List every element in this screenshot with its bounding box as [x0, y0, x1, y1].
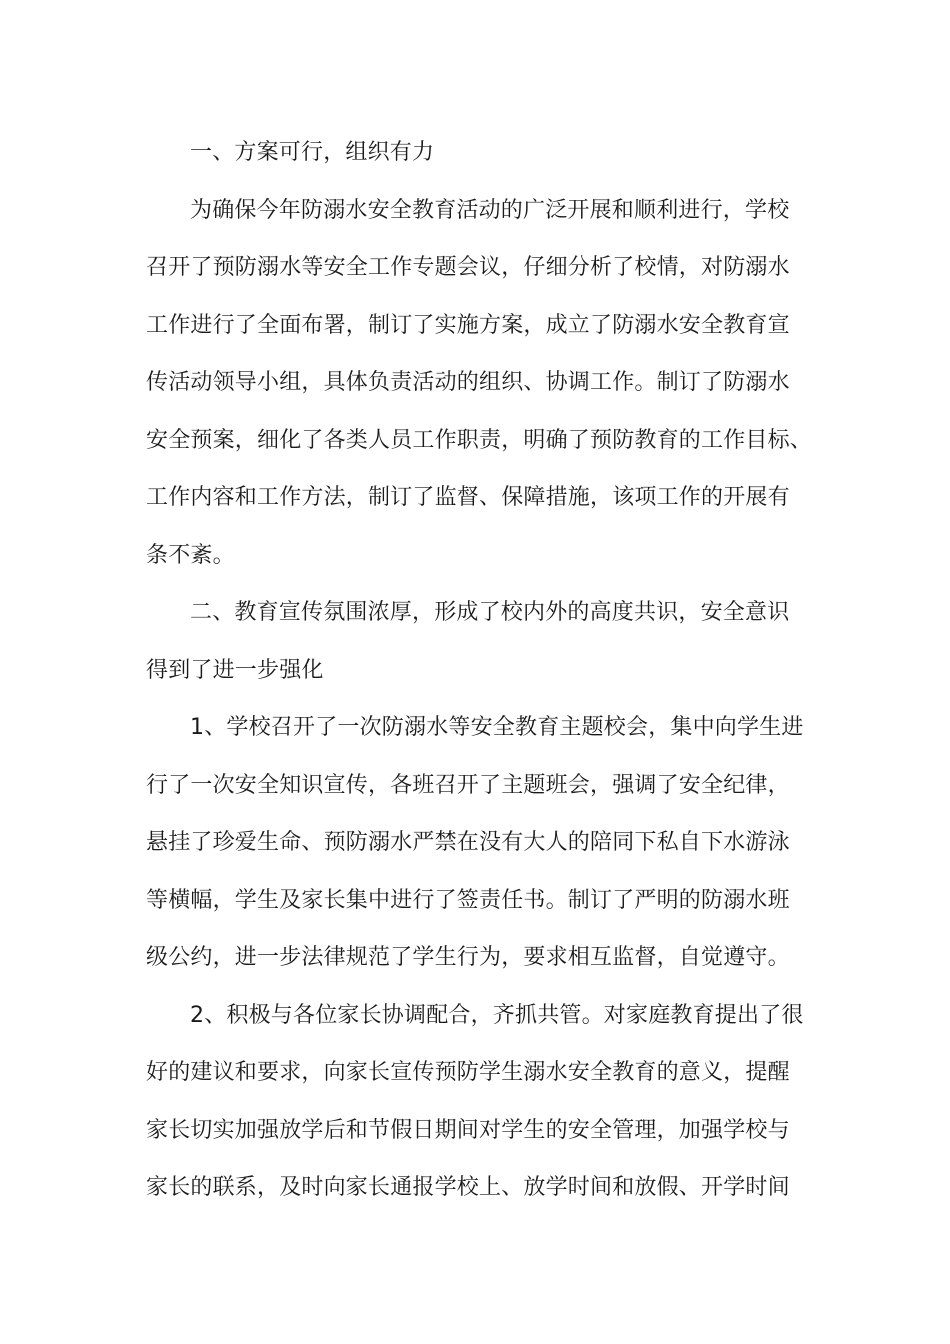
section-heading-2: 二、教育宣传氛围浓厚，形成了校内外的高度共识，安全意识 — [190, 600, 790, 625]
paragraph-line: 行了一次安全知识宣传，各班召开了主题班会，强调了安全纪律， — [146, 772, 790, 798]
paragraph-line: 为确保今年防溺水安全教育活动的广泛开展和顺利进行，学校 — [190, 197, 790, 223]
paragraph-line: 1、学校召开了一次防溺水等安全教育主题校会，集中向学生进 — [190, 715, 804, 740]
paragraph-line: 工作进行了全面布署，制订了实施方案，成立了防溺水安全教育宣 — [146, 312, 790, 338]
paragraph-line: 召开了预防溺水等安全工作专题会议，仔细分析了校情，对防溺水 — [146, 255, 790, 280]
paragraph-line: 等横幅，学生及家长集中进行了签责任书。制订了严明的防溺水班 — [146, 887, 790, 913]
paragraph-line: 安全预案，细化了各类人员工作职责，明确了预防教育的工作目标、 — [146, 427, 813, 453]
paragraph-line: 悬挂了珍爱生命、预防溺水严禁在没有大人的陪同下私自下水游泳 — [146, 830, 790, 855]
paragraph-line: 级公约，进一步法律规范了学生行为，要求相互监督，自觉遵守。 — [146, 945, 790, 970]
paragraph-line: 家长的联系，及时向家长通报学校上、放学时间和放假、开学时间 — [146, 1175, 790, 1200]
paragraph-line: 工作内容和工作方法，制订了监督、保障措施，该项工作的开展有 — [146, 485, 790, 510]
section-heading-1: 一、方案可行，组织有力 — [190, 140, 435, 165]
paragraph-line: 2、积极与各位家长协调配合，齐抓共管。对家庭教育提出了很 — [190, 1002, 804, 1028]
section-heading-2-continued: 得到了进一步强化 — [146, 657, 324, 683]
paragraph-line: 传活动领导小组，具体负责活动的组织、协调工作。制订了防溺水 — [146, 370, 790, 395]
paragraph-line: 家长切实加强放学后和节假日期间对学生的安全管理，加强学校与 — [146, 1117, 790, 1143]
document-body — [146, 124, 818, 1217]
paragraph-line: 好的建议和要求，向家长宣传预防学生溺水安全教育的意义，提醒 — [146, 1060, 790, 1085]
paragraph-line: 条不紊。 — [146, 542, 235, 568]
